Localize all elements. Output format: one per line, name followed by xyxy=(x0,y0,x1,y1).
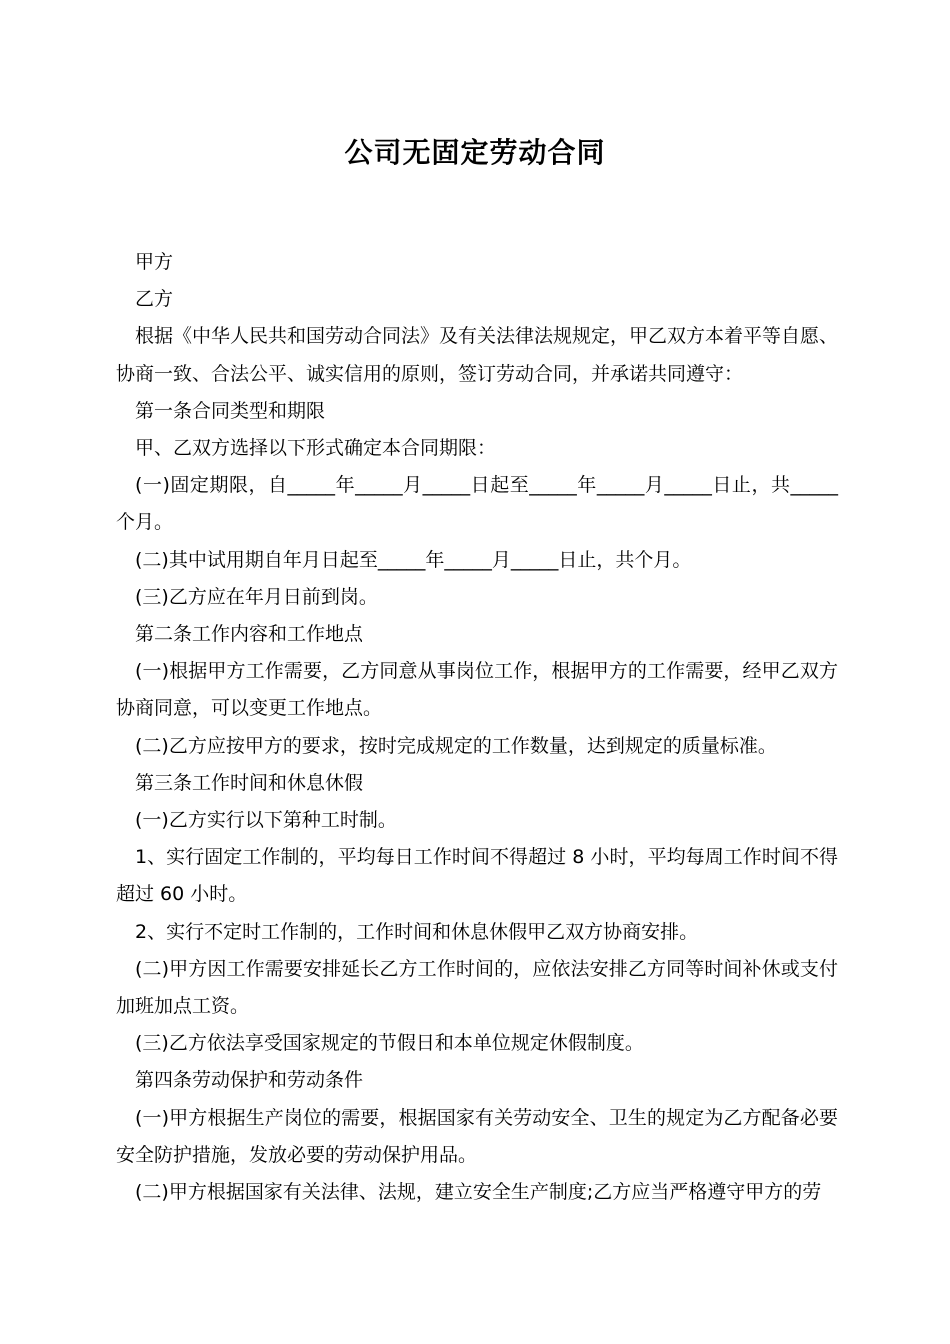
article-3-item-2: 2、实行不定时工作制的，工作时间和休息休假甲乙双方协商安排。 xyxy=(135,920,699,943)
article-3-clause-3: (三)乙方依法享受国家规定的节假日和本单位规定休假制度。 xyxy=(135,1032,644,1055)
party-a-line: 甲方 xyxy=(135,251,174,273)
article-2-clause-2: (二)乙方应按甲方的要求，按时完成规定的工作数量，达到规定的质量标准。 xyxy=(135,734,777,757)
article-1-clause-3: (三)乙方应在年月日前到岗。 xyxy=(135,585,378,608)
article-1-intro: 甲、乙双方选择以下形式确定本合同期限： xyxy=(135,437,497,460)
article-2-clause-1: (一)根据甲方工作需要，乙方同意从事岗位工作，根据甲方的工作需要，经甲乙双方协商同意，可以变更工作地点。 xyxy=(116,660,838,720)
article-1-heading: 第一条合同类型和期限 xyxy=(135,399,326,422)
article-1-clause-2: (二)其中试用期自年月日起至_____年_____月_____日止，共个月。 xyxy=(135,548,692,571)
party-b-line: 乙方 xyxy=(135,288,174,311)
article-3-clause-1: (一)乙方实行以下第种工时制。 xyxy=(135,809,397,832)
article-4-clause-1: (一)甲方根据生产岗位的需要，根据国家有关劳动安全、卫生的规定为乙方配备必要安全防护措施，发放必要的劳动保护用品。 xyxy=(116,1106,838,1166)
article-2-heading: 第二条工作内容和工作地点 xyxy=(135,623,364,646)
preamble-paragraph: 根据《中华人民共和国劳动合同法》及有关法律法规规定，甲乙双方本着平等自愿、协商一致、合法公平、诚实信用的原则，签订劳动合同，并承诺共同遵守： xyxy=(116,325,839,385)
article-4-clause-2: (二)甲方根据国家有关法律、法规，建立安全生产制度;乙方应当严格遵守甲方的劳 xyxy=(135,1181,822,1204)
document-body xyxy=(116,244,838,1211)
article-3-item-1: 1、实行固定工作制的，平均每日工作时间不得超过 8 小时，平均每周工作时间不得超过 60 小时。 xyxy=(116,846,838,906)
article-3-clause-2: (二)甲方因工作需要安排延长乙方工作时间的，应依法安排乙方同等时间补休或支付加班加点工资。 xyxy=(116,957,838,1018)
article-4-heading: 第四条劳动保护和劳动条件 xyxy=(135,1069,364,1092)
article-3-heading: 第三条工作时间和休息休假 xyxy=(135,771,364,794)
document-title: 公司无固定劳动合同 xyxy=(344,136,606,169)
article-1-clause-1: (一)固定期限，自_____年_____月_____日起至_____年_____月_____日止，共_____个月。 xyxy=(116,474,838,534)
